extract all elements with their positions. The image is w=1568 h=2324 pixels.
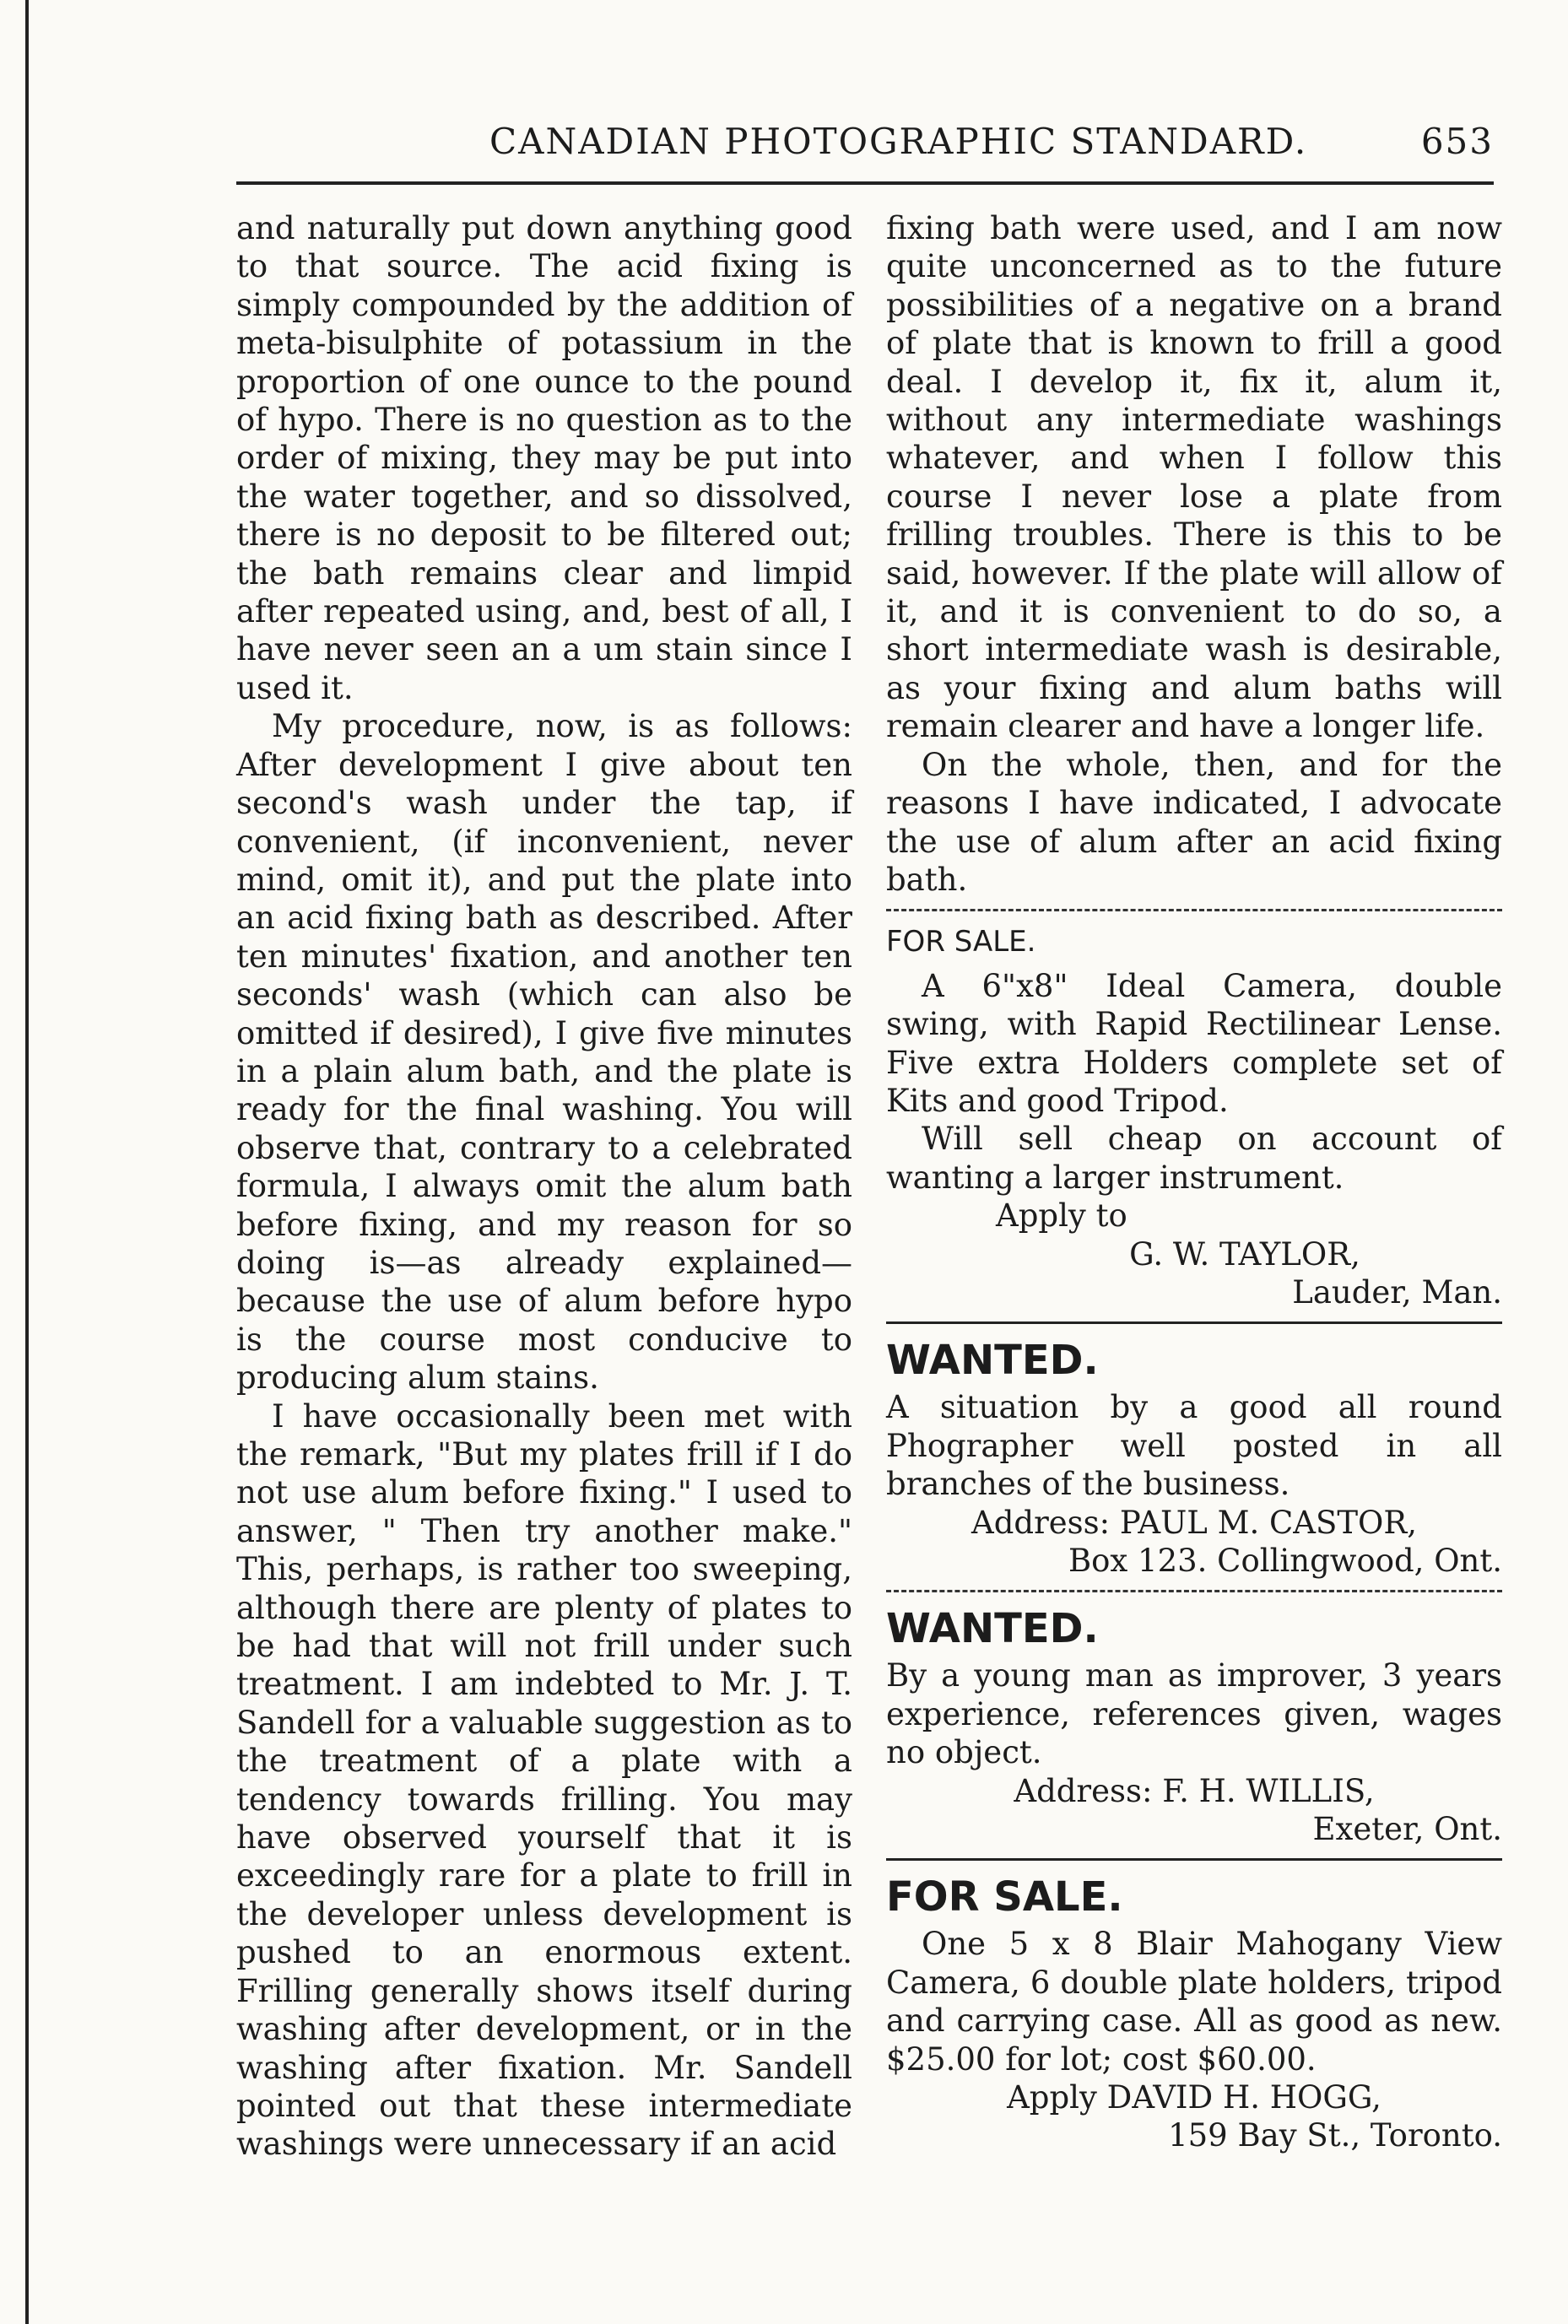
ad-body: A 6"x8" Ideal Camera, double swing, with Rapid Rectilinear Lense. Five extra Holders complete set of Kits and good Tripod. — [886, 967, 1502, 1119]
ad-title: FOR SALE. — [886, 1873, 1123, 1921]
paragraph: fixing bath were used, and I am now quite unconcerned as to the future possibilities of a negative on a brand of plate that is known to frill a good deal. I develop it, fix it, alum it, without any intermediate washings whatever, and when I follow this course I never lose a plate from frilling troubles. There is this to be said, however. If the plate will allow of it, and it is convenient to do so, a short intermediate wash is desirable, as your fixing and alum baths will remain clearer and have a longer life. — [886, 210, 1502, 745]
right-column — [886, 209, 1502, 2155]
ad-body: One 5 x 8 Blair Mahogany View Camera, 6 double plate holders, tripod and carrying case. All as good as new. $25.00 for lot; cost $60.00. — [886, 1926, 1502, 2078]
ad-apply: Apply DAVID H. HOGG, — [1007, 2079, 1381, 2116]
ad-body: By a young man as improver, 3 years experience, references given, wages no object. — [886, 1657, 1502, 1771]
ad-address: Address: PAUL M. CASTOR, — [971, 1504, 1418, 1541]
divider — [886, 1590, 1502, 1592]
running-title: CANADIAN PHOTOGRAPHIC STANDARD. — [489, 121, 1308, 162]
divider — [886, 1321, 1502, 1324]
ad-title: FOR SALE. — [886, 925, 1036, 959]
ad-location: Lauder, Man. — [1292, 1273, 1502, 1311]
divider — [886, 909, 1502, 911]
ad-location: 159 Bay St., Toronto. — [1168, 2117, 1502, 2154]
header-rule — [236, 181, 1494, 185]
page-number: 653 — [1420, 121, 1494, 162]
paragraph: I have occasionally been met with the remark, "But my plates frill if I do not use alum before fixing." I used to answer, " Then try another make." This, perhaps, is rather too sweeping, although there are plenty of plates to be had that will not frill under such treatment. I am indebted to Mr. J. T. Sandell for a valuable suggestion as to the treatment of a plate with a tendency towards frilling. You may have observed yourself that it is exceedingly rare for a plate to frill in the developer unless development is pushed to an enormous extent. Frilling generally shows itself during washing after development, or in the washing after fixation. Mr. Sandell pointed out that these intermediate washings were unnecessary if an acid — [236, 1397, 852, 2163]
ad-title: WANTED. — [886, 1605, 1099, 1653]
ad-address: Address: F. H. WILLIS, — [1014, 1772, 1375, 1809]
ad-wanted-improver — [886, 1604, 1502, 1848]
ad-title: WANTED. — [886, 1337, 1099, 1385]
paragraph: On the whole, then, and for the reasons I have indicated, I advocate the use of alum after an acid fixing bath. — [886, 746, 1502, 898]
ad-location: Box 123. Collingwood, Ont. — [1068, 1543, 1502, 1579]
left-column — [236, 209, 852, 2164]
ad-for-sale-view-camera — [886, 1873, 1502, 2154]
paragraph: and naturally put down anything good to that source. The acid fixing is simply compounded by the addition of meta-bisulphite of potassium in the proportion of one ounce to the pound of hypo. There is no question as to the order of mixing, they may be put into the water together, and so dissolved, there is no deposit to be filtered out; the bath remains clear and limpid after repeated using, and, best of all, I have never seen an a um stain since I used it. — [236, 210, 852, 706]
ad-wanted-situation — [886, 1336, 1502, 1580]
ad-body: A situation by a good all round Phographer well posted in all branches of the business. — [886, 1389, 1502, 1503]
divider — [886, 1858, 1502, 1861]
ad-contact-name: G. W. TAYLOR, — [1129, 1235, 1360, 1273]
page-header — [236, 114, 1494, 175]
ad-note: Will sell cheap on account of wanting a larger instrument. — [886, 1121, 1502, 1196]
scan-edge-bar — [25, 0, 29, 2324]
ad-location: Exeter, Ont. — [1312, 1811, 1502, 1848]
paragraph: My procedure, now, is as follows: After development I give about ten second's wash under the tap, if convenient, (if inconvenient, never mind, omit it), and put the plate into an acid fixing bath as described. After ten minutes' fixation, and another ten seconds' wash (which can also be omitted if desired), I give five minutes in a plain alum bath, and the plate is ready for the final washing. You will observe that, contrary to a celebrated formula, I always omit the alum bath before fixing, and my reason for so doing is—as already explained—because the use of alum before hypo is the course most conducive to producing alum stains. — [236, 708, 852, 1397]
ad-for-sale-camera — [886, 923, 1502, 1311]
ad-apply: Apply to — [996, 1197, 1127, 1235]
